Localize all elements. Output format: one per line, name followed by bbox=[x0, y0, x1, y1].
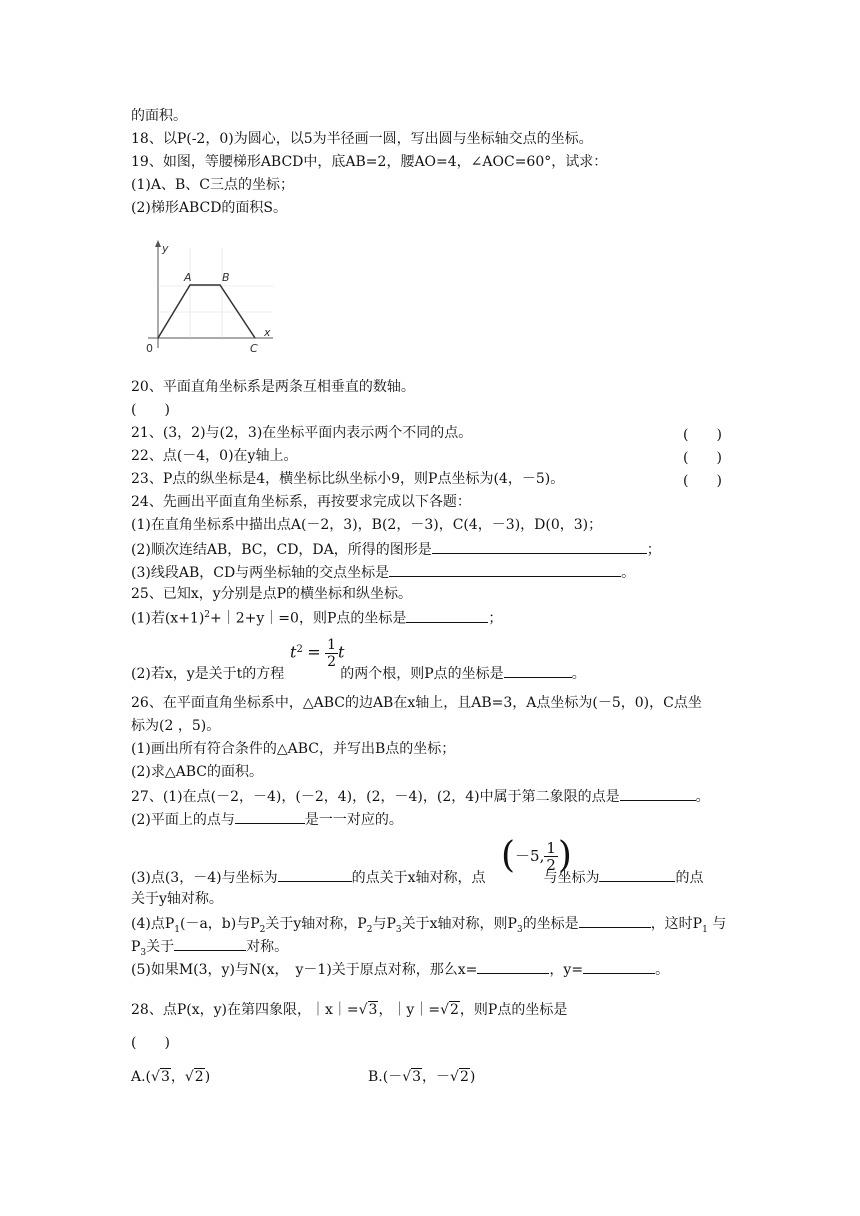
sqrt-3 bbox=[359, 1001, 379, 1018]
problem-27-part4-cont bbox=[131, 936, 288, 962]
answer-blank bbox=[174, 936, 246, 951]
trapezoid-shape bbox=[158, 285, 255, 338]
option-a bbox=[131, 1068, 210, 1086]
point-b-label: B bbox=[222, 271, 230, 284]
problem-25: 25、已知x，y分别是点P的横坐标和纵坐标。 bbox=[131, 586, 413, 602]
text: ，－ bbox=[422, 1069, 451, 1085]
subscript: 1 bbox=[174, 924, 180, 935]
radicand: 3 bbox=[160, 1069, 170, 1085]
left-paren: ( bbox=[501, 835, 516, 876]
text: 是一一对应的。 bbox=[304, 812, 403, 828]
eq-exp: 2 bbox=[296, 643, 303, 655]
sqrt-2 bbox=[185, 1068, 205, 1085]
radicand: 2 bbox=[450, 1002, 459, 1018]
problem-18: 18、以P(-2，0)为圆心，以5为半径画一圆，写出圆与坐标轴交点的坐标。 bbox=[131, 131, 593, 147]
frac-den: 2 bbox=[327, 654, 337, 670]
problem-25-part2 bbox=[131, 663, 586, 683]
problem-24-part1: (1)在直角坐标系中描出点A(－2，3)，B(2，－3)，C(4，－3)，D(0，3)； bbox=[131, 517, 603, 533]
problem-24: 24、先画出平面直角坐标系，再按要求完成以下各题： bbox=[131, 494, 471, 510]
origin-label: 0 bbox=[146, 342, 153, 355]
x-axis-label: x bbox=[264, 326, 271, 339]
subscript: 2 bbox=[366, 924, 373, 935]
text: 与 bbox=[707, 916, 727, 932]
problem-27-part3 bbox=[131, 867, 703, 887]
text: ，y= bbox=[549, 962, 584, 978]
radicand: 2 bbox=[194, 1069, 204, 1085]
problem-25-part1 bbox=[131, 606, 502, 628]
answer-blank bbox=[406, 608, 488, 623]
answer-paren-23: ( ) bbox=[683, 473, 722, 489]
radical-sign: √ bbox=[450, 1069, 459, 1085]
text: (4)点P bbox=[131, 916, 175, 932]
eq-var: t bbox=[338, 642, 345, 662]
option-b bbox=[368, 1068, 475, 1086]
text: 对称。 bbox=[246, 939, 289, 955]
problem-23: 23、P点的纵坐标是4，横坐标比纵坐标小9，则P点坐标为(4，－5)。 bbox=[131, 471, 565, 487]
answer-blank bbox=[278, 867, 352, 882]
frac-num: 1 bbox=[546, 838, 556, 857]
problem-28 bbox=[131, 1001, 567, 1019]
frac-den: 2 bbox=[546, 855, 556, 874]
y-axis-label: y bbox=[162, 242, 169, 255]
answer-blank bbox=[620, 786, 696, 801]
text: P bbox=[131, 939, 141, 955]
text: ，则P点的坐标是 bbox=[459, 1002, 568, 1018]
punct: ； bbox=[488, 610, 503, 627]
eq-sign: = bbox=[307, 642, 321, 662]
problem-26-part2: (2)求△ABC的面积。 bbox=[131, 764, 263, 780]
text: 与坐标为 bbox=[543, 870, 600, 886]
answer-blank bbox=[235, 809, 305, 824]
text: (－a，b)与P bbox=[180, 916, 260, 932]
text: ) bbox=[204, 1069, 211, 1085]
text: 的坐标是 bbox=[522, 916, 579, 932]
sqrt-3 bbox=[402, 1068, 422, 1085]
text-line: 的面积。 bbox=[131, 108, 187, 124]
text: 的点 bbox=[675, 870, 704, 886]
y-axis-arrow bbox=[155, 240, 161, 247]
text: 28、点P(x，y)在第四象限，｜x｜= bbox=[131, 1002, 359, 1018]
problem-19: 19、如图，等腰梯形ABCD中，底AB=2，腰AO=4，∠AOC=60°，试求： bbox=[131, 154, 608, 170]
radical-sign: √ bbox=[184, 1069, 194, 1085]
point-a-label: A bbox=[184, 271, 192, 284]
answer-paren-21: ( ) bbox=[683, 427, 722, 443]
text: ， bbox=[170, 1069, 185, 1085]
text: 关于 bbox=[146, 939, 175, 955]
subscript: 2 bbox=[259, 924, 266, 935]
problem-22: 22、点(－4，0)在y轴上。 bbox=[131, 448, 298, 464]
punct: 。 bbox=[621, 565, 636, 581]
text: 27、(1)在点(－2，－4)，(－2，4)，(2，－4)，(2，4)中属于第二象限的点是 bbox=[131, 789, 620, 805]
problem-24-part3-text: (3)线段AB，CD与两坐标轴的交点坐标是 bbox=[131, 565, 390, 581]
text: 关于x轴对称，则P bbox=[401, 916, 517, 932]
radical-sign: √ bbox=[358, 1002, 368, 1018]
subscript: 1 bbox=[702, 924, 708, 935]
problem-27-part1 bbox=[131, 786, 710, 806]
text: (2)若x，y是关于t的方程 bbox=[131, 666, 285, 682]
problem-26-cont: 标为(2 ，5)。 bbox=[131, 718, 221, 734]
right-paren: ) bbox=[557, 835, 572, 876]
text: (3)点(3，－4)与坐标为 bbox=[131, 870, 278, 886]
punct: 。 bbox=[571, 666, 586, 682]
text: +｜2+y｜=0，则P点的坐标是 bbox=[210, 610, 407, 627]
radical-sign: √ bbox=[402, 1069, 412, 1085]
punct: 。 bbox=[695, 789, 710, 805]
text: (2)平面上的点与 bbox=[131, 812, 235, 828]
problem-27-part3-cont: 关于y轴对称。 bbox=[131, 891, 223, 907]
sqrt-3 bbox=[151, 1068, 171, 1085]
subscript: 3 bbox=[395, 924, 402, 935]
problem-21: 21、(3，2)与(2，3)在坐标平面内表示两个不同的点。 bbox=[131, 425, 473, 441]
problem-20: 20、平面直角坐标系是两条互相垂直的数轴。 bbox=[131, 379, 415, 395]
point-c-label: C bbox=[250, 342, 258, 355]
problem-24-part3 bbox=[131, 562, 635, 582]
problem-27-part4 bbox=[131, 913, 726, 939]
answer-blank bbox=[599, 867, 675, 882]
text: 的点关于x轴对称，点 bbox=[351, 870, 486, 886]
problem-20-answer-paren: ( ) bbox=[131, 402, 170, 418]
text: ，｜y｜= bbox=[378, 1002, 441, 1018]
problem-24-part2-text: (2)顺次连结AB，BC，CD，DA，所得的图形是 bbox=[131, 542, 432, 558]
text: 的两个根，则P点的坐标是 bbox=[340, 666, 504, 682]
radical-sign: √ bbox=[440, 1002, 449, 1018]
problem-19-part1: (1)A、B、C三点的坐标； bbox=[131, 177, 294, 193]
text: (5)如果M(3，y)与N(x， y－1)关于原点对称，那么x= bbox=[131, 962, 478, 978]
text: 与P bbox=[372, 916, 396, 932]
text: 关于y轴对称，P bbox=[265, 916, 367, 932]
radicand: 3 bbox=[412, 1069, 422, 1085]
punct: ； bbox=[646, 542, 661, 558]
problem-27-part5 bbox=[131, 959, 669, 979]
answer-blank bbox=[583, 959, 655, 974]
trapezoid-figure bbox=[138, 238, 278, 358]
text: A.( bbox=[131, 1069, 152, 1085]
radicand: 2 bbox=[459, 1069, 469, 1085]
problem-28-answer-paren: ( ) bbox=[131, 1035, 170, 1051]
superscript: 2 bbox=[204, 610, 211, 620]
answer-blank bbox=[504, 663, 572, 678]
problem-19-part2: (2)梯形ABCD的面积S。 bbox=[131, 200, 288, 216]
answer-blank bbox=[579, 913, 651, 928]
problem-26-part1: (1)画出所有符合条件的△ABC，并写出B点的坐标； bbox=[131, 741, 456, 757]
text: ，这时P bbox=[650, 916, 703, 932]
punct: 。 bbox=[655, 962, 670, 978]
frac-prefix: －5, bbox=[515, 847, 545, 865]
subscript: 3 bbox=[140, 947, 147, 958]
radical-sign: √ bbox=[151, 1069, 160, 1085]
text: B.(－ bbox=[368, 1069, 403, 1085]
problem-27-part2 bbox=[131, 809, 403, 829]
text: ) bbox=[469, 1069, 476, 1085]
sqrt-2 bbox=[440, 1001, 460, 1018]
sqrt-2 bbox=[450, 1068, 470, 1085]
answer-blank bbox=[432, 539, 647, 554]
radicand: 3 bbox=[368, 1002, 378, 1018]
subscript: 3 bbox=[516, 924, 523, 935]
frac-num: 1 bbox=[327, 637, 337, 653]
answer-blank bbox=[477, 959, 549, 974]
problem-24-part2 bbox=[131, 539, 661, 559]
answer-paren-22: ( ) bbox=[683, 450, 722, 466]
eq-var: t bbox=[290, 642, 297, 662]
problem-26: 26、在平面直角坐标系中，△ABC的边AB在x轴上，且AB=3，A点坐标为(－5，0)，C点坐 bbox=[131, 695, 702, 711]
answer-blank bbox=[389, 562, 621, 577]
text: (1)若(x+1) bbox=[131, 610, 205, 627]
